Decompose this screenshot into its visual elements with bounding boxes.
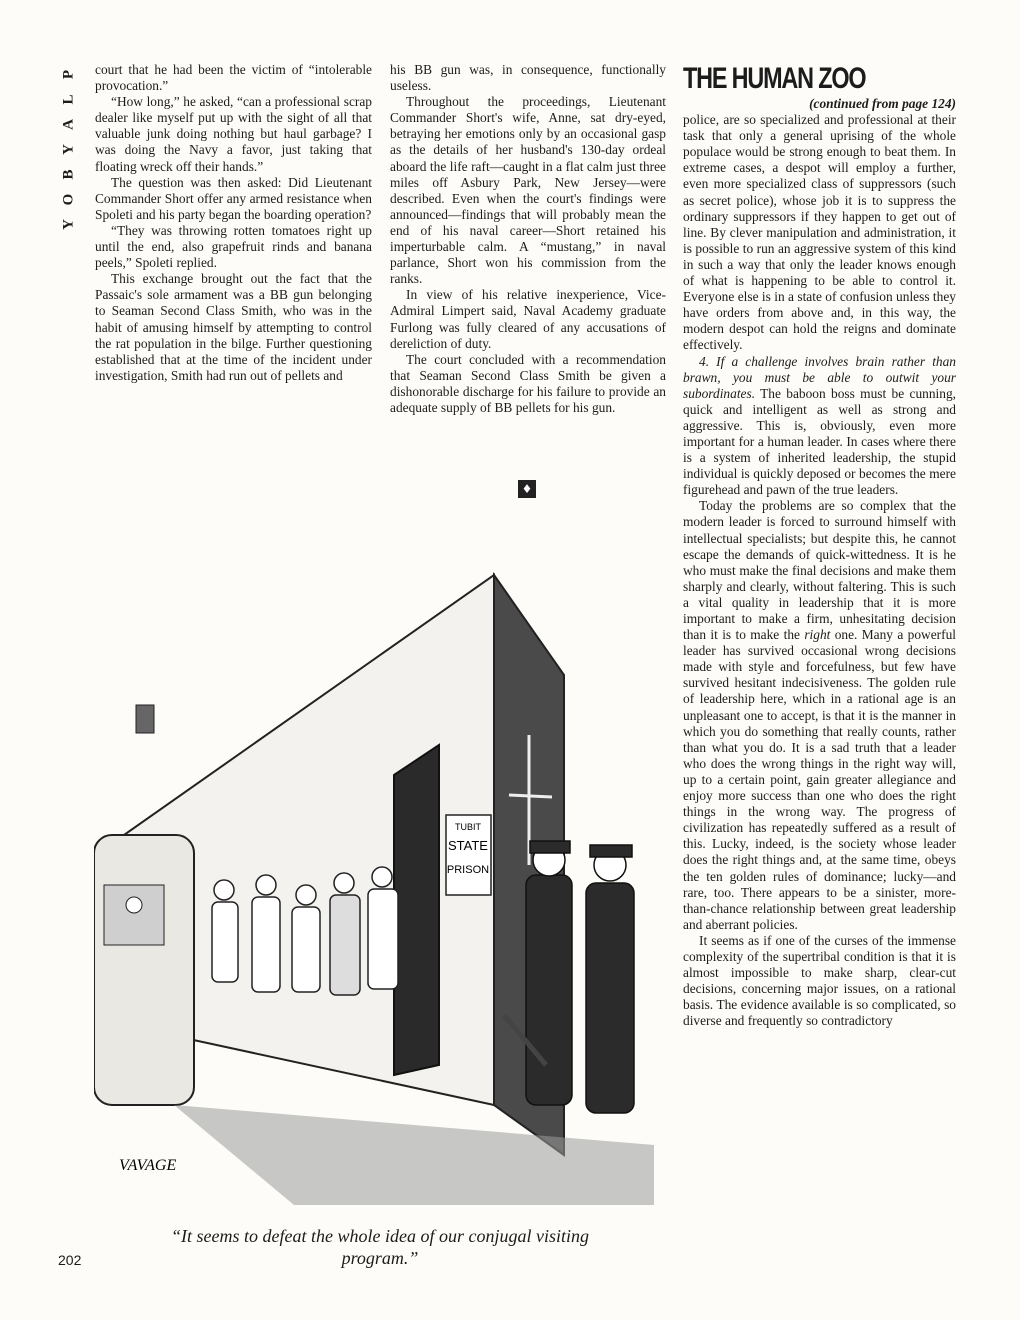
prison-sign-line: STATE xyxy=(448,838,488,853)
paragraph: This exchange brought out the fact that the Passaic's sole armament was a BB gun belonging to Seaman Second Class Smith, who was in the habit of amusing himself by attempting to control the rat population in the bilge. Further questioning established that at the time of the incident under investigation, Smith had run out of pellets and xyxy=(95,271,372,383)
prison-sign-line: TUBIT xyxy=(455,822,481,832)
masthead-letter: B xyxy=(60,169,77,180)
page-number: 202 xyxy=(58,1252,82,1268)
paragraph: In view of his relative inexperience, Vice-Admiral Limpert said, Naval Academy graduate Furlong was fully cleared of any accusations of dereliction of duty. xyxy=(390,287,666,351)
paragraph: police, are so specialized and professional at their task that only a general uprising of the whole populace would be strong enough to beat them. In extreme cases, a despot will employ a further, even more specialized class of suppressors (such as secret police), whose job it is to suppress the ordinary suppressors if they happen to get out of line. By clever manipulation and administration, it is possible to run an aggressive system of this kind in such a way that only the leader knows enough of what is happening to be able to control it. Everyone else is in a state of confusion unless they have orders from above and, in this way, the modern despot can hold the reigns and dominate effectively. xyxy=(683,112,956,353)
artist-signature: VAVAGE xyxy=(119,1157,177,1174)
cartoon-illustration xyxy=(94,505,670,1205)
masthead-letter: O xyxy=(60,193,77,206)
emphasis: right xyxy=(804,627,831,643)
paragraph xyxy=(683,498,956,933)
paragraph: Throughout the proceedings, Lieutenant Commander Short's wife, Anne, sat dry-eyed, betraying her emotions only by an occasional gasp as the details of her husband's 130-day ordeal aboard the life raft—caught in a flat calm just three miles off Asbury Park, New Jersey—were described. Even when the court's findings were announced—findings that will probably mean the end of his naval career—Short retained his imperturbable calm. A “mustang,” in naval parlance, Short won his commission from the ranks. xyxy=(390,94,666,287)
article-title: THE HUMAN ZOO xyxy=(683,62,866,95)
paragraph: his BB gun was, in consequence, functionally useless. xyxy=(390,62,666,94)
text-column-1 xyxy=(95,62,372,384)
cartoon-caption: “It seems to defeat the whole idea of our conjugal visiting program.” xyxy=(171,1226,589,1268)
paragraph: court that he had been the victim of “intolerable provocation.” xyxy=(95,62,372,94)
paragraph-text: The baboon boss must be cunning, quick and intelligent as well as strong and aggressive. This is, obviously, even more important for a human leader. In cases where there is a system of inherited leadership, the stupid individual is quickly deposed or becomes the mere figurehead and pawn of the true leaders. xyxy=(683,385,956,498)
paragraph-text: Today the problems are so complex that the modern leader is forced to surround himself with intellectual specialists; but despite this, he cannot escape the demands of quick-wittedness. It is he who must make the final decisions and make them sharply and clearly, without faltering. This is such a vital quality in leadership that it is more important to make a firm, unhesitating decision than it is to make the xyxy=(683,498,956,643)
text-column-3 xyxy=(683,96,956,1029)
text-column-2 xyxy=(390,62,666,416)
masthead-letter: Y xyxy=(60,144,77,155)
continued-note: (continued from page 124) xyxy=(809,96,956,111)
paragraph: The court concluded with a recommendation that Seaman Second Class Smith be given a dishonorable discharge for his failure to provide an adequate supply of BB pellets for his gun. xyxy=(390,351,666,415)
masthead-letter: L xyxy=(60,94,77,105)
prison-sign-line: PRISON xyxy=(446,864,490,876)
rule-heading: 4. If a challenge involves brain rather than brawn, you must be able to outwit your subordinates. xyxy=(683,353,956,401)
paragraph: “How long,” he asked, “can a professional scrap dealer like myself put up with the sight of all that valuable junk doing nothing but haul garbage? I was doing the Navy a favor, just taking that floating wreck off their hands.” xyxy=(95,94,372,174)
masthead-letter: Y xyxy=(60,219,77,230)
magazine-masthead xyxy=(58,62,80,237)
masthead-letter: A xyxy=(60,119,77,130)
paragraph: “They was throwing rotten tomatoes right up until the end, also grapefruit rinds and banana peels,” Spoleti replied. xyxy=(95,222,372,271)
paragraph-text: one. Many a powerful leader has survived occasional wrong decisions made with style and forcefulness, but few have survived hesitant indecisiveness. The golden rule of leadership here, which in a rational age is an unpleasant one to accept, is that it is the manner in which you do something that really counts, rather than what you do. It is a sad truth that a leader who does the wrong things in the right way will, up to a certain point, gain greater allegiance and enjoy more success than one who does the right things in the wrong way. The progress of civilization has repeatedly suffered as a result of this. Lucky, indeed, is the society whose leader does the right things and, at the same time, obeys the ten golden rules of dominance; lucky—and rare, too. There appears to be a sinister, more-than-chance relationship between great leadership and aberrant policies. xyxy=(683,627,956,932)
paragraph xyxy=(683,354,956,499)
paragraph: The question was then asked: Did Lieutenant Commander Short offer any armed resistance when Spoleti and his party began the boarding operation? xyxy=(95,174,372,222)
rabbit-end-mark-icon: ♦ xyxy=(518,480,536,498)
masthead-letter: P xyxy=(60,69,77,80)
paragraph: It seems as if one of the curses of the immense complexity of the supertribal condition is that it is almost impossible to make sharp, clear-cut decisions, concerning major issues, on a rational basis. The evidence available is so complicated, so diverse and frequently so contradictory xyxy=(683,932,956,1029)
